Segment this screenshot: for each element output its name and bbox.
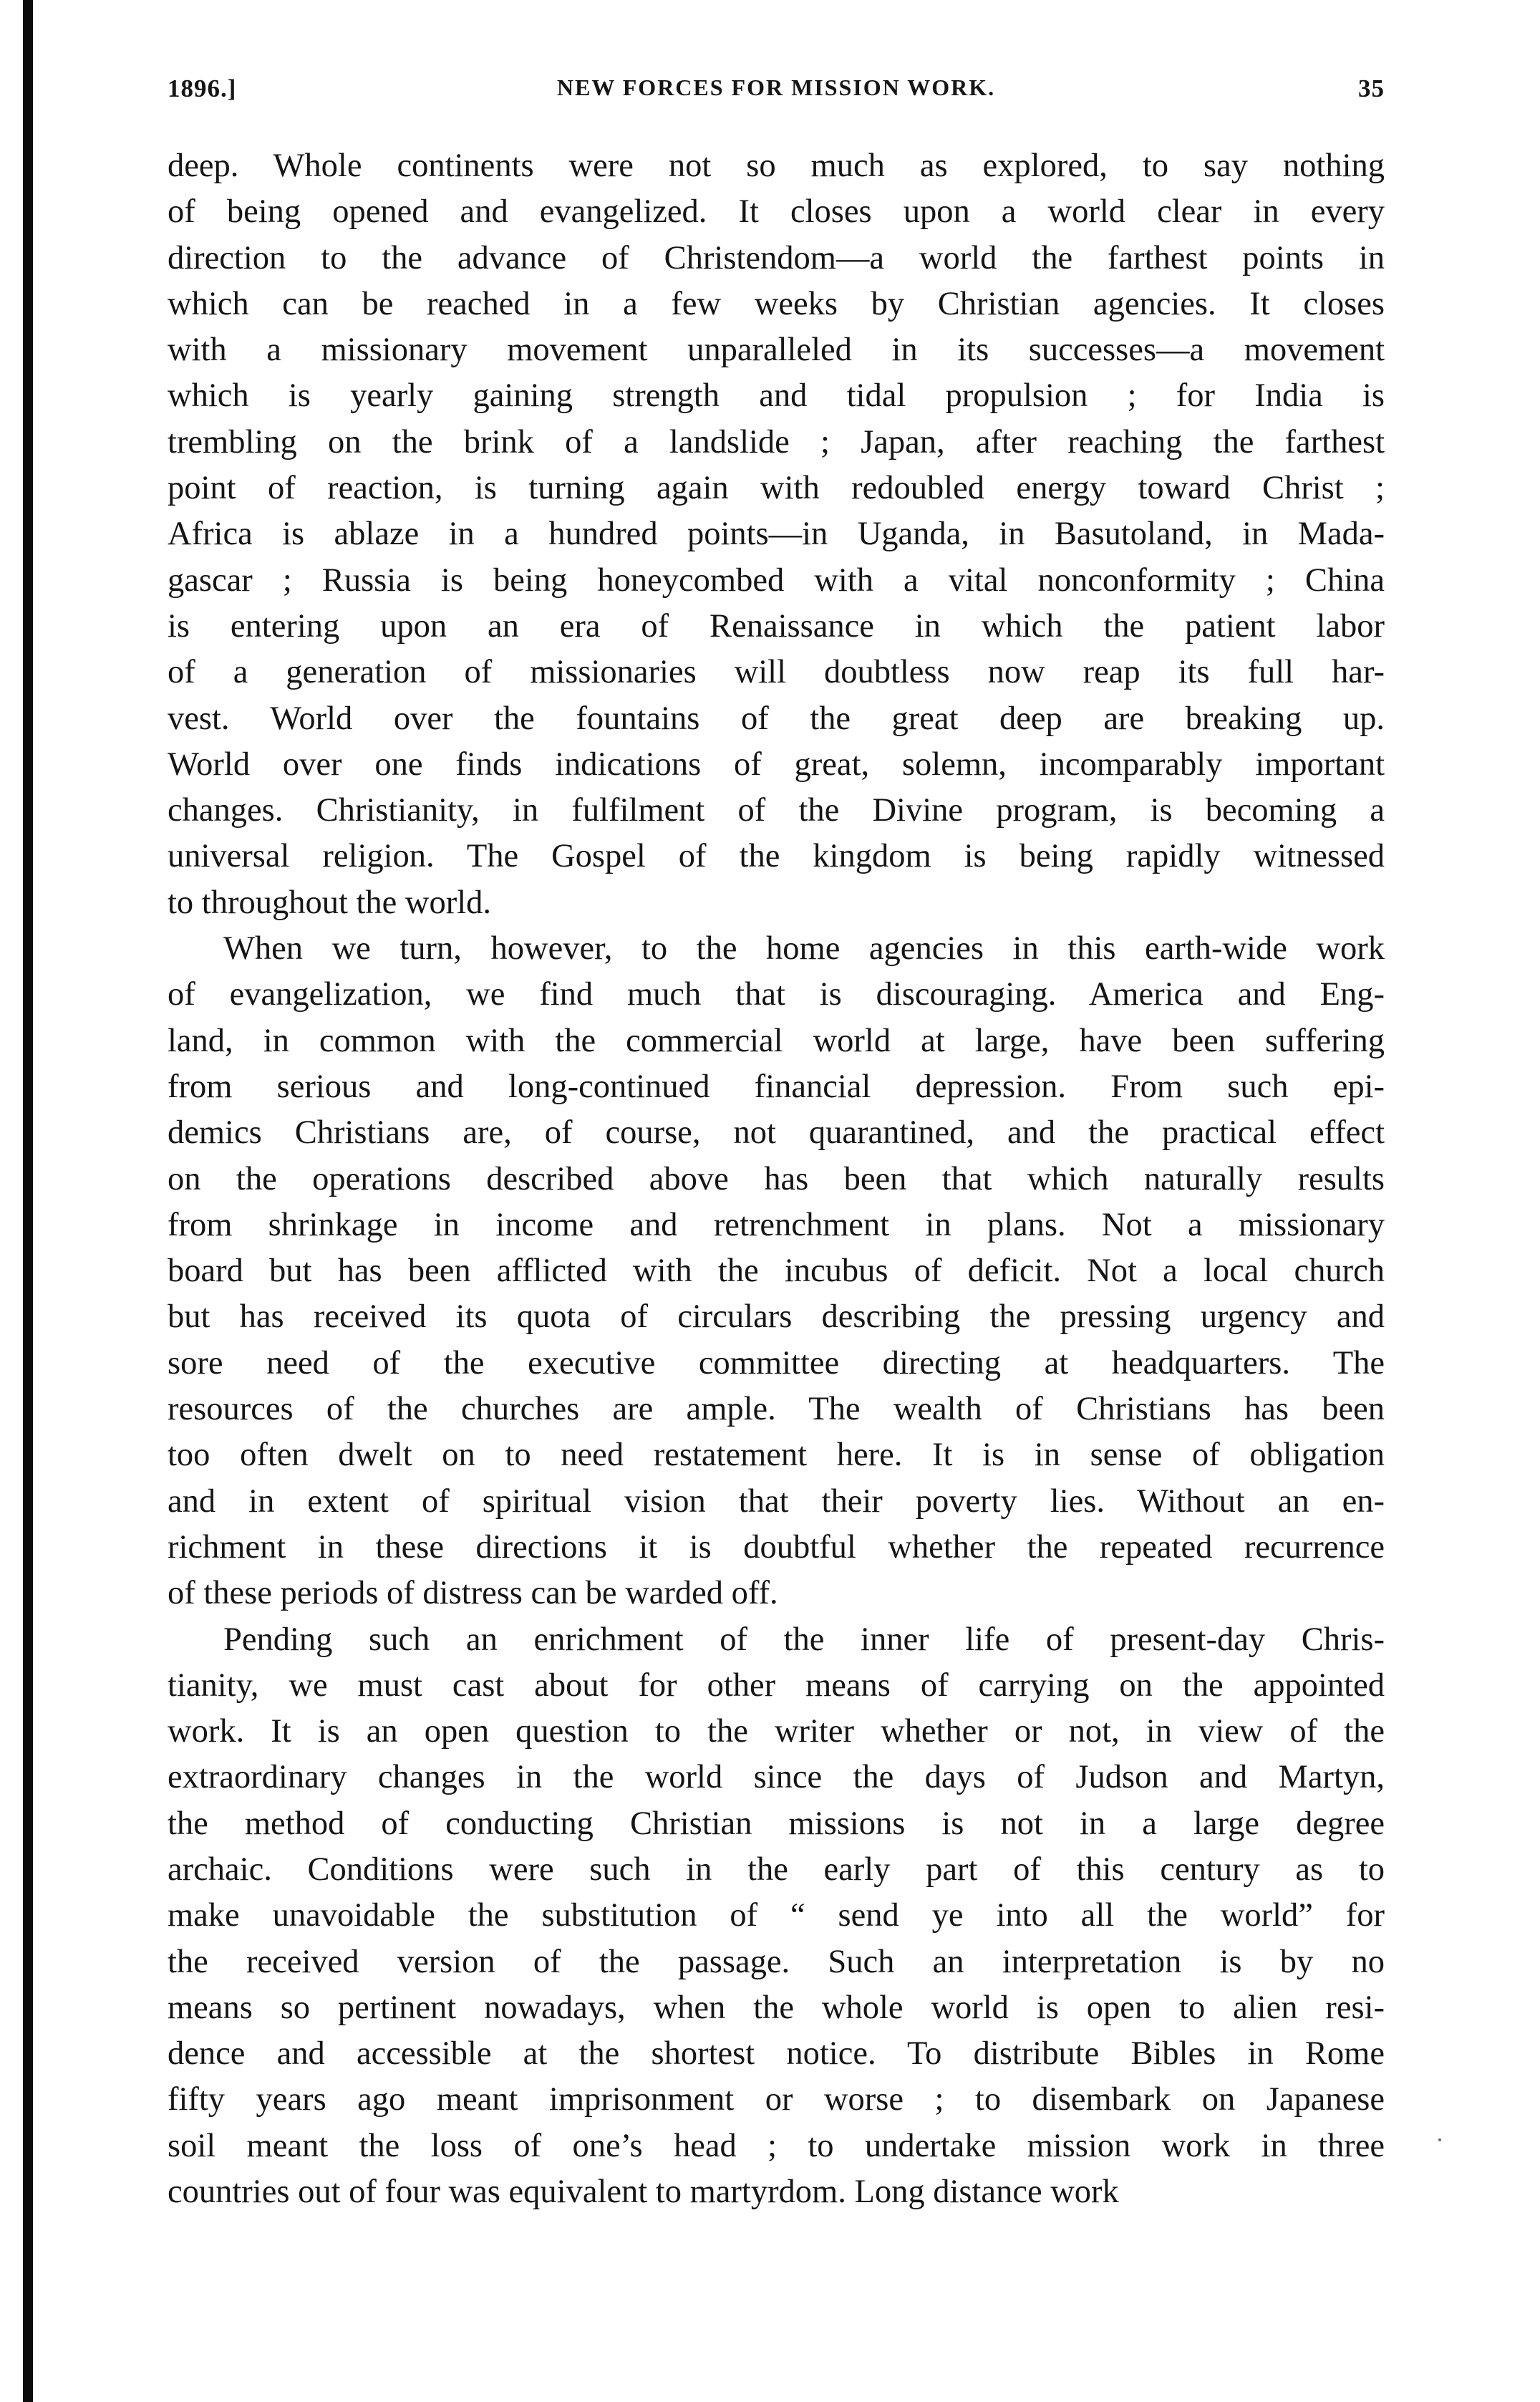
text-line: is entering upon an era of Renaissance in which the patient labor bbox=[168, 607, 1385, 645]
text-line: from shrinkage in income and retrenchment in plans. Not a missionary bbox=[168, 1206, 1385, 1243]
text-line: soil meant the loss of one’s head ; to undertake mission work in three bbox=[168, 2127, 1385, 2164]
text-line: make unavoidable the substitution of “ send ye into all the world” for bbox=[168, 1897, 1385, 1934]
text-line: sore need of the executive committee directing at headquarters. The bbox=[168, 1344, 1385, 1381]
text-line: but has received its quota of circulars describing the pressing urgency and bbox=[168, 1298, 1385, 1336]
text-line: fifty years ago meant imprisonment or worse ; to disembark on Japanese bbox=[168, 2081, 1385, 2118]
body-text bbox=[168, 143, 1385, 2215]
text-line: on the operations described above has been that which naturally results bbox=[168, 1160, 1385, 1197]
text-line: countries out of four was equivalent to martyrdom. Long distance work bbox=[168, 2174, 1119, 2211]
text-line: which can be reached in a few weeks by Christian agencies. It closes bbox=[168, 285, 1385, 322]
text-line: deep. Whole continents were not so much as explored, to say nothing bbox=[168, 148, 1385, 184]
text-line: of being opened and evangelized. It closes upon a world clear in every bbox=[168, 193, 1385, 231]
text-line: the method of conducting Christian missions is not in a large degree bbox=[168, 1805, 1385, 1842]
text-line: point of reaction, is turning again with redoubled energy toward Christ ; bbox=[168, 470, 1385, 507]
text-line: and in extent of spiritual vision that their poverty lies. Without an en- bbox=[168, 1482, 1385, 1520]
text-line: which is yearly gaining strength and tidal propulsion ; for India is bbox=[168, 377, 1385, 415]
paragraph bbox=[168, 1617, 1385, 2216]
text-line: of these periods of distress can be warded off. bbox=[168, 1575, 778, 1612]
text-line: of evangelization, we find much that is discouraging. America and Eng- bbox=[168, 976, 1385, 1013]
text-line: resources of the churches are ample. The wealth of Christians has been bbox=[168, 1391, 1385, 1428]
text-line: to throughout the world. bbox=[168, 884, 492, 921]
text-line: richment in these directions it is doubtful whether the repeated recurrence bbox=[168, 1528, 1385, 1566]
text-line: gascar ; Russia is being honeycombed with a vital nonconformity ; China bbox=[168, 561, 1385, 599]
text-line: work. It is an open question to the writer whether or not, in view of the bbox=[168, 1713, 1385, 1750]
paper-speck bbox=[1438, 2138, 1441, 2141]
text-line: dence and accessible at the shortest notice. To distribute Bibles in Rome bbox=[168, 2035, 1385, 2073]
paragraph bbox=[168, 926, 1385, 1616]
text-line: demics Christians are, of course, not quarantined, and the practical effect bbox=[168, 1114, 1385, 1152]
text-line: archaic. Conditions were such in the early part of this century as to bbox=[168, 1851, 1385, 1888]
running-head-title: NEW FORCES FOR MISSION WORK. bbox=[556, 74, 996, 100]
page-edge-rule bbox=[23, 0, 33, 2402]
text-line: of a generation of missionaries will doubtless now reap its full har- bbox=[168, 654, 1385, 691]
text-line: means so pertinent nowadays, when the whole world is open to alien resi- bbox=[168, 1989, 1385, 2026]
text-line: board but has been afflicted with the incubus of deficit. Not a local church bbox=[168, 1253, 1385, 1290]
text-line: Africa is ablaze in a hundred points—in Uganda, in Basutoland, in Mada- bbox=[168, 516, 1385, 553]
text-line: extraordinary changes in the world since the days of Judson and Martyn, bbox=[168, 1759, 1385, 1796]
running-head-year: 1896.] bbox=[168, 74, 237, 102]
text-line: the received version of the passage. Such an interpretation is by no bbox=[168, 1943, 1385, 1980]
page-number: 35 bbox=[1358, 74, 1385, 102]
text-line: trembling on the brink of a landslide ; Japan, after reaching the farthest bbox=[168, 423, 1385, 460]
text-line: When we turn, however, to the home agencies in this earth-wide work bbox=[223, 930, 1385, 968]
text-line: Pending such an enrichment of the inner life of present-day Chris- bbox=[223, 1621, 1385, 1658]
text-line: too often dwelt on to need restatement here. It is in sense of obligation bbox=[168, 1437, 1385, 1474]
running-head bbox=[168, 74, 1385, 125]
text-line: universal religion. The Gospel of the kingdom is being rapidly witnessed bbox=[168, 838, 1385, 875]
text-line: land, in common with the commercial world at large, have been suffering bbox=[168, 1022, 1385, 1059]
paragraph bbox=[168, 143, 1385, 926]
text-line: World over one finds indications of great, solemn, incomparably important bbox=[168, 746, 1385, 783]
text-line: direction to the advance of Christendom—a world the farthest points in bbox=[168, 239, 1385, 276]
text-line: with a missionary movement unparalleled in its successes—a movement bbox=[168, 332, 1385, 369]
text-line: tianity, we must cast about for other means of carrying on the appointed bbox=[168, 1667, 1385, 1704]
text-line: changes. Christianity, in fulfilment of the Divine program, is becoming a bbox=[168, 792, 1385, 829]
text-line: vest. World over the fountains of the great deep are breaking up. bbox=[168, 700, 1385, 737]
text-line: from serious and long-continued financial depression. From such epi- bbox=[168, 1068, 1385, 1105]
